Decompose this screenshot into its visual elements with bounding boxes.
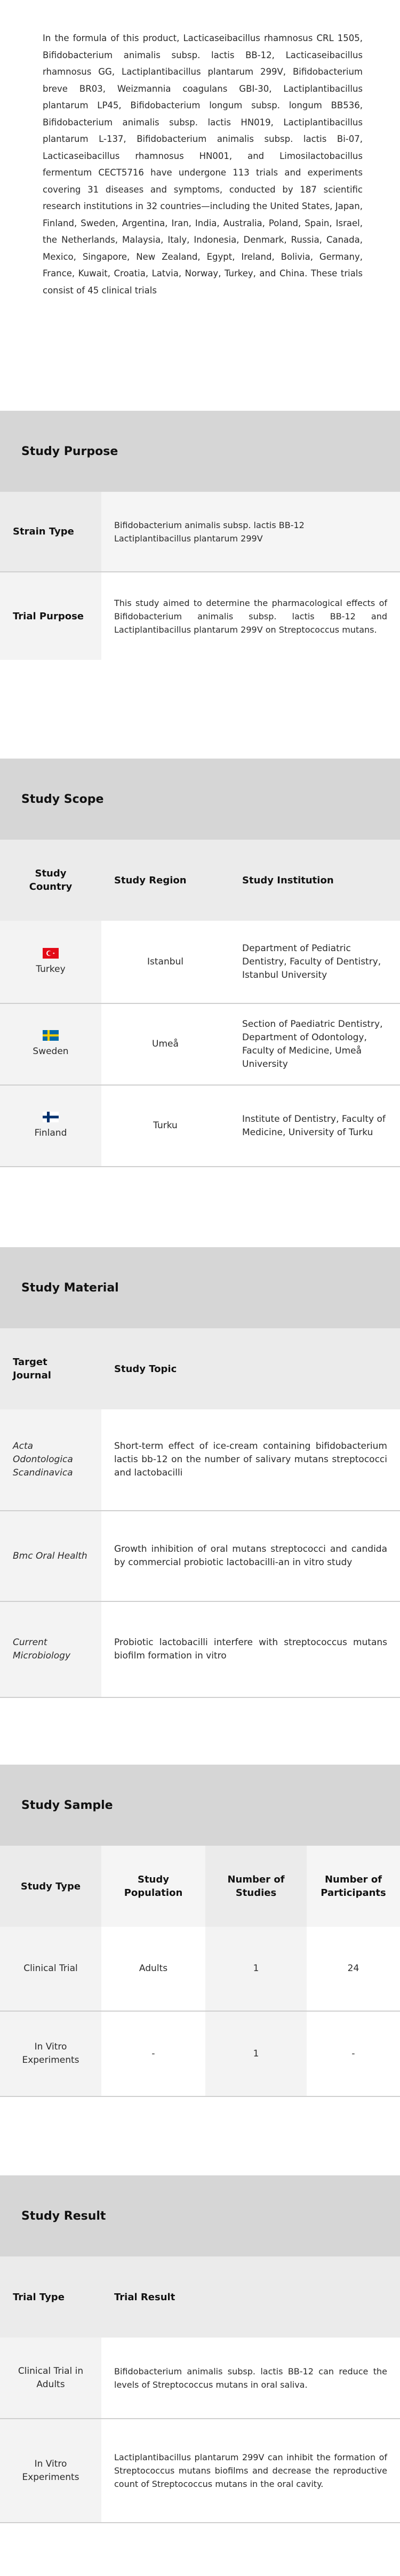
study-result-table: [0, 2256, 400, 2523]
study-sample-header: [0, 1765, 400, 1846]
sample-studies: 1: [205, 2011, 307, 2096]
scope-col-country: Study Country: [0, 840, 101, 921]
scope-institution: Section of Paediatric Dentistry, Department of Odontology, Faculty of Medicine, Umeå University: [229, 1003, 400, 1085]
study-purpose-section: [0, 411, 400, 660]
study-scope-title: Study Scope: [21, 792, 104, 806]
sample-type: In Vitro Experiments: [0, 2011, 101, 2096]
result-col-type: Trial Type: [0, 2256, 101, 2338]
scope-country: Turkey: [36, 963, 66, 975]
scope-row: [0, 1003, 400, 1085]
trial-purpose-row: [0, 572, 400, 660]
material-row: [0, 1511, 400, 1601]
study-sample-table: [0, 1846, 400, 2097]
scope-country-cell: [0, 1085, 101, 1167]
result-type: In Vitro Experiments: [0, 2419, 101, 2523]
scope-header-row: [0, 840, 400, 921]
study-purpose-table: [0, 492, 400, 660]
result-header-row: [0, 2256, 400, 2338]
material-journal: Current Microbiology: [0, 1601, 101, 1697]
sample-type: Clinical Trial: [0, 1927, 101, 2011]
scope-institution: Institute of Dentistry, Faculty of Medicine, University of Turku: [229, 1085, 400, 1167]
material-journal: Bmc Oral Health: [0, 1511, 101, 1601]
material-header-row: [0, 1328, 400, 1409]
sweden-flag-icon: [43, 1030, 59, 1041]
study-sample-section: [0, 1765, 400, 2097]
strain-type-row: [0, 492, 400, 572]
scope-col-region: Study Region: [101, 840, 229, 921]
material-topic: Probiotic lactobacilli interfere with streptococcus mutans biofilm formation in vitro: [101, 1601, 400, 1697]
result-col-result: Trial Result: [101, 2256, 400, 2338]
result-text: Lactiplantibacillus plantarum 299V can inhibit the formation of Streptococcus mutans biofilms and decrease the reproductive count of Streptococcus mutans in the oral cavity.: [101, 2419, 400, 2523]
scope-region: Istanbul: [101, 921, 229, 1003]
scope-col-institution: Study Institution: [229, 840, 400, 921]
study-material-section: [0, 1247, 400, 1698]
turkey-flag-icon: [43, 948, 59, 959]
study-scope-section: [0, 759, 400, 1167]
material-col-topic: Study Topic: [101, 1328, 400, 1409]
study-purpose-header: [0, 411, 400, 492]
scope-region: Turku: [101, 1085, 229, 1167]
finland-flag-icon: [43, 1112, 59, 1122]
result-text: Bifidobacterium animalis subsp. lactis BB-12 can reduce the levels of Streptococcus mutans in oral saliva.: [101, 2338, 400, 2419]
strain-type-label: Strain Type: [0, 492, 101, 572]
study-sample-title: Study Sample: [21, 1798, 113, 1812]
study-scope-header: [0, 759, 400, 840]
sample-population: Adults: [101, 1927, 205, 2011]
scope-region: Umeå: [101, 1003, 229, 1085]
material-journal: Acta Odontologica Scandinavica: [0, 1409, 101, 1511]
scope-country-cell: [0, 921, 101, 1003]
sample-header-row: [0, 1846, 400, 1927]
sample-participants: -: [307, 2011, 400, 2096]
scope-row: [0, 921, 400, 1003]
scope-institution: Department of Pediatric Dentistry, Faculty of Dentistry, Istanbul University: [229, 921, 400, 1003]
sample-col-participants: Number of Participants: [307, 1846, 400, 1927]
study-purpose-title: Study Purpose: [21, 444, 118, 458]
scope-country-cell: [0, 1003, 101, 1085]
study-result-header: [0, 2175, 400, 2256]
sample-participants: 24: [307, 1927, 400, 2011]
intro-text: In the formula of this product, Lacticaseibacillus rhamnosus CRL 1505, Bifidobacterium animalis subsp. lactis BB-12, Lacticaseibacillus rhamnosus GG, Lactiplantibacillus plantarum 299V, Bifidobacterium breve BR03, Weizmannia coagulans GBI-30, Lactiplantibacillus plantarum LP45, Bifidobacterium longum subsp. longum BB536, Bifidobacterium animalis subsp. lactis HN019, Lactiplantibacillus plantarum L-137, Bifidobacterium animalis subsp. lactis Bi-07, Lacticaseibacillus rhamnosus HN001, and Limosilactobacillus fermentum CECT5716 have undergone 113 trials and experiments covering 31 diseases and symptoms, conducted by 187 scientific research institutions in 32 countries—including the United States, Japan, Finland, Sweden, Argentina, Iran, India, Australia, Poland, Spain, Israel, the Netherlands, Malaysia, Italy, Indonesia, Denmark, Russia, Canada, Mexico, Singapore, New Zealand, Egypt, Ireland, Bolivia, Germany, France, Kuwait, Croatia, Latvia, Norway, Turkey, and China. These trials consist of 45 clinical trials: [43, 33, 363, 296]
sample-row: [0, 1927, 400, 2011]
study-result-section: [0, 2175, 400, 2523]
study-scope-table: [0, 840, 400, 1167]
scope-country: Sweden: [33, 1046, 69, 1057]
result-type: Clinical Trial in Adults: [0, 2338, 101, 2419]
material-topic: Growth inhibition of oral mutans streptococci and candida by commercial probiotic lactobacilli-an in vitro study: [101, 1511, 400, 1601]
scope-row: [0, 1085, 400, 1167]
trial-purpose-label: Trial Purpose: [0, 572, 101, 660]
material-col-journal: Target Journal: [0, 1328, 101, 1409]
sample-col-studies: Number of Studies: [205, 1846, 307, 1927]
study-result-title: Study Result: [21, 2209, 106, 2223]
material-row: [0, 1601, 400, 1697]
study-material-title: Study Material: [21, 1281, 119, 1295]
sample-col-population: Study Population: [101, 1846, 205, 1927]
study-material-header: [0, 1247, 400, 1328]
sample-row: [0, 2011, 400, 2096]
result-row: [0, 2338, 400, 2419]
sample-col-type: Study Type: [0, 1846, 101, 1927]
material-topic: Short-term effect of ice-cream containing bifidobacterium lactis bb-12 on the number of salivary mutans streptococci and lactobacilli: [101, 1409, 400, 1511]
result-row: [0, 2419, 400, 2523]
sample-population: -: [101, 2011, 205, 2096]
intro-section: [0, 0, 400, 411]
trial-purpose-value: This study aimed to determine the pharmacological effects of Bifidobacterium animalis subsp. lactis BB-12 and Lactiplantibacillus plantarum 299V on Streptococcus mutans.: [101, 572, 400, 660]
study-material-table: [0, 1328, 400, 1698]
sample-studies: 1: [205, 1927, 307, 2011]
material-row: [0, 1409, 400, 1511]
strain-type-value: Bifidobacterium animalis subsp. lactis BB-12 Lactiplantibacillus plantarum 299V: [101, 492, 400, 572]
scope-country: Finland: [34, 1128, 67, 1138]
